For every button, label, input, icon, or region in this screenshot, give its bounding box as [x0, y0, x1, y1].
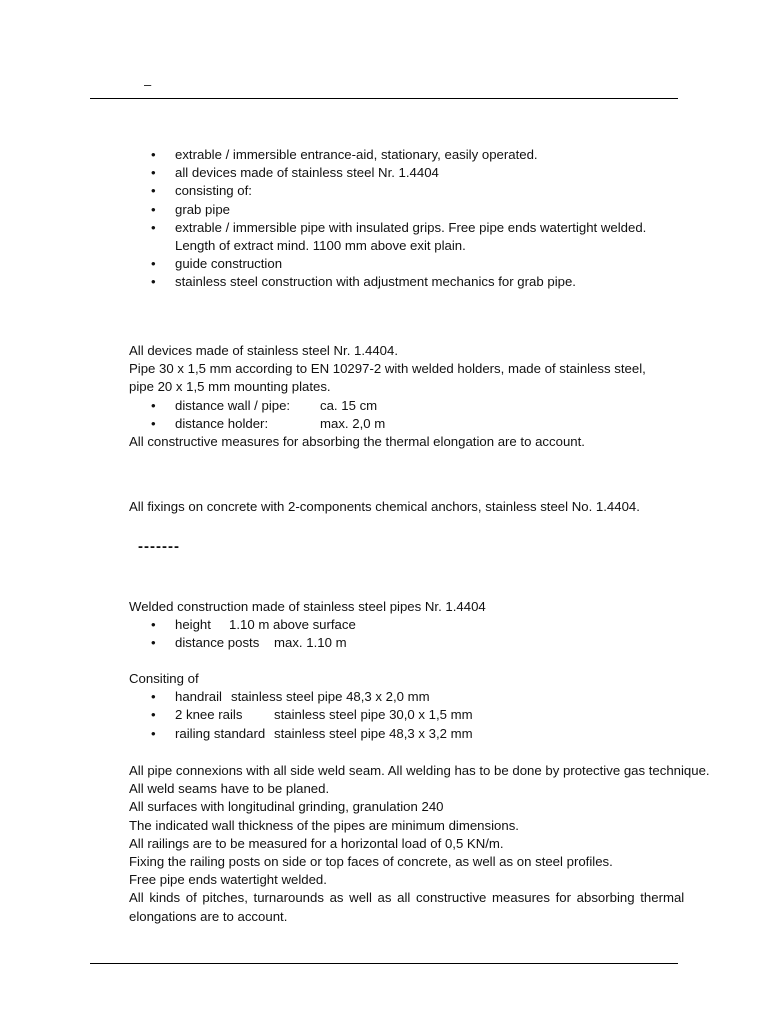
- list-item: • distance posts max. 1.10 m: [129, 634, 727, 652]
- railing-section: [129, 598, 727, 653]
- list-item: • railing standard stainless steel pipe 48,3 x 3,2 mm: [129, 725, 727, 743]
- paragraph-line: All railings are to be measured for a horizontal load of 0,5 KN/m.: [129, 835, 504, 851]
- paragraph-line: Pipe 30 x 1,5 mm according to EN 10297-2 with welded holders, made of stainless steel,: [129, 361, 646, 377]
- paragraph-line: All devices made of stainless steel Nr. 1.4404.: [129, 343, 399, 358]
- paragraph-line: Fixing the railing posts on side or top faces of concrete, as well as on steel profiles.: [129, 854, 613, 870]
- distance-list: [129, 397, 727, 433]
- paragraph-line: Consiting of: [129, 671, 199, 686]
- list-item-continuation: Length of extract mind. 1100 mm above exit plain.: [175, 238, 466, 254]
- list-item: • distance holder: max. 2,0 m: [129, 415, 727, 433]
- notes-section: [129, 762, 749, 926]
- list-item: • distance wall / pipe: ca. 15 cm: [129, 397, 727, 415]
- paragraph-line: All weld seams have to be planed.: [129, 781, 330, 797]
- fixings-section: [129, 498, 727, 516]
- paragraph-line: The indicated wall thickness of the pipes are minimum dimensions.: [129, 817, 519, 833]
- paragraph-line: pipe 20 x 1,5 mm mounting plates.: [129, 379, 331, 395]
- list-item: • grab pipe: [129, 201, 727, 219]
- paragraph-line: Welded construction made of stainless steel pipes Nr. 1.4404: [129, 599, 486, 614]
- list-item: • height 1.10 m above surface: [129, 616, 727, 634]
- list-item: • extrable / immersible pipe with insulated grips. Free pipe ends watertight welded. Length of extract mind. 1100 mm above exit plain.: [129, 219, 727, 255]
- wall-pipe-section: [129, 342, 727, 451]
- paragraph-line: All constructive measures for absorbing the thermal elongation are to account.: [129, 434, 585, 450]
- paragraph-line: All kinds of pitches, turnarounds as well as all constructive measures for absorbing thermal: [129, 890, 685, 906]
- header-mark: –: [144, 77, 152, 92]
- list-item: • consisting of:: [129, 182, 727, 200]
- entrance-aid-list: [129, 146, 727, 292]
- list-item: • handrail stainless steel pipe 48,3 x 2,0 mm: [129, 688, 727, 706]
- entrance-aid-section: [129, 146, 727, 292]
- railing-parts-list: [129, 688, 727, 743]
- separator-dashes: -------: [138, 538, 180, 555]
- list-item: • stainless steel construction with adjustment mechanics for grab pipe.: [129, 273, 727, 291]
- paragraph-line: All pipe connexions with all side weld seam. All welding has to be done by protective gas technique.: [129, 763, 710, 778]
- list-item: • extrable / immersible entrance-aid, stationary, easily operated.: [129, 146, 727, 164]
- consisting-section: [129, 670, 727, 743]
- list-item: • guide construction: [129, 255, 727, 273]
- list-item: • all devices made of stainless steel Nr. 1.4404: [129, 164, 727, 182]
- paragraph-line: Free pipe ends watertight welded.: [129, 872, 327, 888]
- footer-rule: [90, 963, 678, 964]
- paragraph-line: All surfaces with longitudinal grinding, granulation 240: [129, 799, 444, 815]
- railing-dimension-list: [129, 616, 727, 652]
- header-rule: [90, 98, 678, 99]
- paragraph-line: All fixings on concrete with 2-components chemical anchors, stainless steel No. 1.4404.: [129, 499, 640, 514]
- list-item: • 2 knee rails stainless steel pipe 30,0 x 1,5 mm: [129, 706, 727, 724]
- paragraph-line: elongations are to account.: [129, 908, 288, 924]
